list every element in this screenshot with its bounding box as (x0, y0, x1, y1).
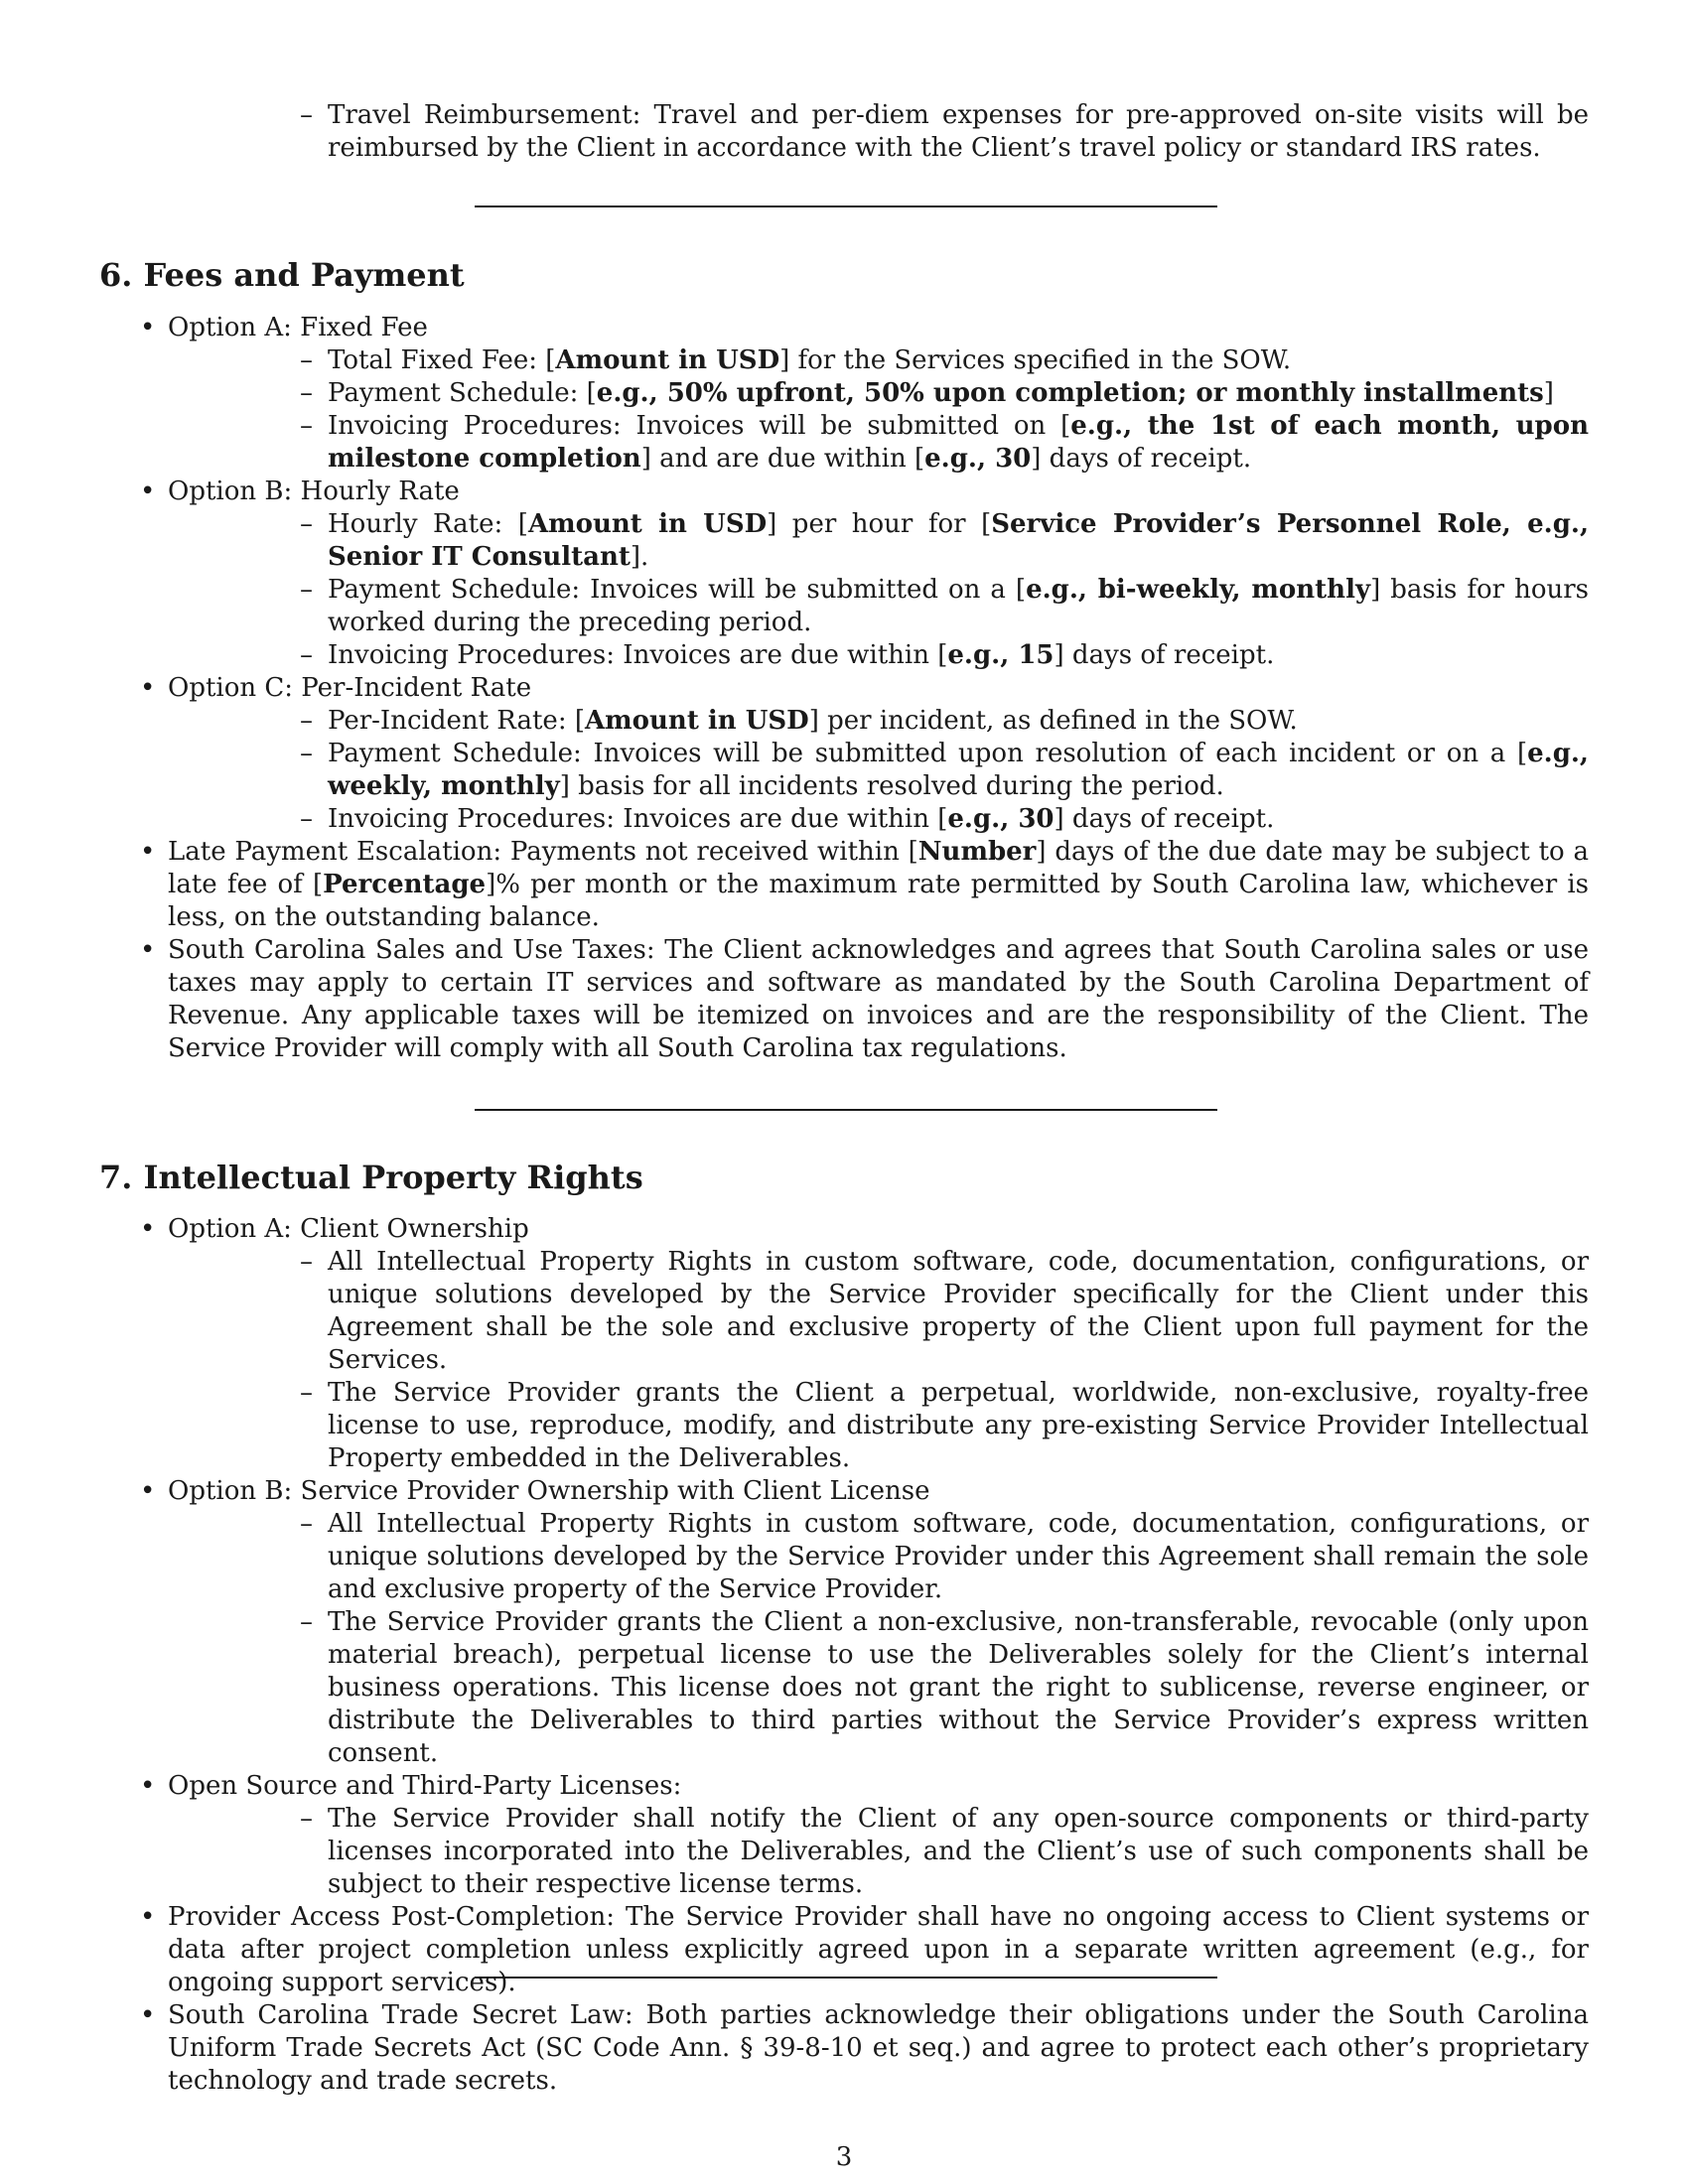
section-divider (475, 1977, 1217, 1979)
open-source-label: • Open Source and Third-Party Licenses: (99, 1770, 1589, 1803)
trade-secret-item: • South Carolina Trade Secret Law: Both parties acknowledge their obligations under the South Carolina Uniform Trade Secrets Act (SC Code Ann. § 39-8-10 et seq.) and agree to protect each other’s proprietary technology and trade secrets. (99, 1999, 1589, 2098)
section-7-number: 7. (99, 1159, 133, 1196)
section-divider (475, 1109, 1217, 1111)
ip-option-b-label: • Option B: Service Provider Ownership with Client License (99, 1475, 1589, 1508)
option-a-label: • Option A: Fixed Fee (99, 312, 1589, 344)
option-a-invoicing: – Invoicing Procedures: Invoices will be submitted on [e.g., the 1st of each month, upon milestone completion] and are due within [e.g., 30] days of receipt. (199, 410, 1589, 476)
section-6-number: 6. (99, 256, 133, 294)
option-c-per-incident-rate: – Per-Incident Rate: [Amount in USD] per incident, as defined in the SOW. (199, 705, 1589, 738)
ip-option-a-item-2: – The Service Provider grants the Client a perpetual, worldwide, non-exclusive, royalty-free license to use, reproduce, modify, and distribute any pre-existing Service Provider Intellectual Property embedded in the Deliverables. (199, 1377, 1589, 1475)
section-7-title: Intellectual Property Rights (143, 1159, 643, 1196)
section-6-title: Fees and Payment (143, 256, 465, 294)
option-a-payment-schedule: – Payment Schedule: [e.g., 50% upfront, 50% upon completion; or monthly installments] (199, 377, 1589, 410)
provider-access-item: • Provider Access Post-Completion: The Service Provider shall have no ongoing access to Client systems or data after project completion unless explicitly agreed upon in a separate written agreement (e.g., for ongoing support services). (99, 1901, 1589, 1999)
option-a-fixed-fee: – Total Fixed Fee: [Amount in USD] for the Services specified in the SOW. (199, 344, 1589, 377)
ip-option-a-item-1: – All Intellectual Property Rights in custom software, code, documentation, configurations, or unique solutions developed by the Service Provider specifically for the Client under this Agreement shall be the sole and exclusive property of the Client upon full payment for the Services. (199, 1246, 1589, 1377)
option-c-payment-schedule: – Payment Schedule: Invoices will be submitted upon resolution of each incident or on a [e.g., weekly, monthly] basis for all incidents resolved during the period. (199, 738, 1589, 803)
option-b-payment-schedule: – Payment Schedule: Invoices will be submitted on a [e.g., bi-weekly, monthly] basis for hours worked during the preceding period. (199, 574, 1589, 639)
ip-option-b-item-1: – All Intellectual Property Rights in custom software, code, documentation, configurations, or unique solutions developed by the Service Provider under this Agreement shall remain the sole and exclusive property of the Service Provider. (199, 1508, 1589, 1606)
section-6-heading (99, 255, 465, 295)
option-b-invoicing: – Invoicing Procedures: Invoices are due within [e.g., 15] days of receipt. (199, 639, 1589, 672)
ip-option-b-item-2: – The Service Provider grants the Client a non-exclusive, non-transferable, revocable (only upon material breach), perpetual license to use the Deliverables solely for the Client’s internal business operations. This license does not grant the right to sublicense, reverse engineer, or distribute the Deliverables to third parties without the Service Provider’s express written consent. (199, 1606, 1589, 1770)
sales-tax-item: • South Carolina Sales and Use Taxes: The Client acknowledges and agrees that South Carolina sales or use taxes may apply to certain IT services and software as mandated by the South Carolina Department of Revenue. Any applicable taxes will be itemized on invoices and are the responsibility of the Client. The Service Provider will comply with all South Carolina tax regulations. (99, 934, 1589, 1065)
section-divider (475, 205, 1217, 207)
travel-text: – Travel Reimbursement: Travel and per-diem expenses for pre-approved on-site visits will be reimbursed by the Client in accordance with the Client’s travel policy or standard IRS rates. (199, 99, 1589, 165)
option-b-label: • Option B: Hourly Rate (99, 476, 1589, 508)
option-b-hourly-rate: – Hourly Rate: [Amount in USD] per hour for [Service Provider’s Personnel Role, e.g., Senior IT Consultant]. (199, 508, 1589, 574)
late-payment-item: • Late Payment Escalation: Payments not received within [Number] days of the due date may be subject to a late fee of [Percentage]% per month or the maximum rate permitted by South Carolina law, whichever is less, on the outstanding balance. (99, 836, 1589, 934)
section-7-heading (99, 1158, 643, 1197)
section-7-list (99, 1213, 1589, 2098)
section-6-list (99, 312, 1589, 1065)
page-number: 3 (835, 2142, 853, 2172)
ip-option-a-label: • Option A: Client Ownership (99, 1213, 1589, 1246)
option-c-invoicing: – Invoicing Procedures: Invoices are due within [e.g., 30] days of receipt. (199, 803, 1589, 836)
travel-reimbursement-item (99, 99, 1589, 165)
option-c-label: • Option C: Per-Incident Rate (99, 672, 1589, 705)
open-source-item-1: – The Service Provider shall notify the Client of any open-source components or third-party licenses incorporated into the Deliverables, and the Client’s use of such components shall be subject to their respective license terms. (199, 1803, 1589, 1901)
